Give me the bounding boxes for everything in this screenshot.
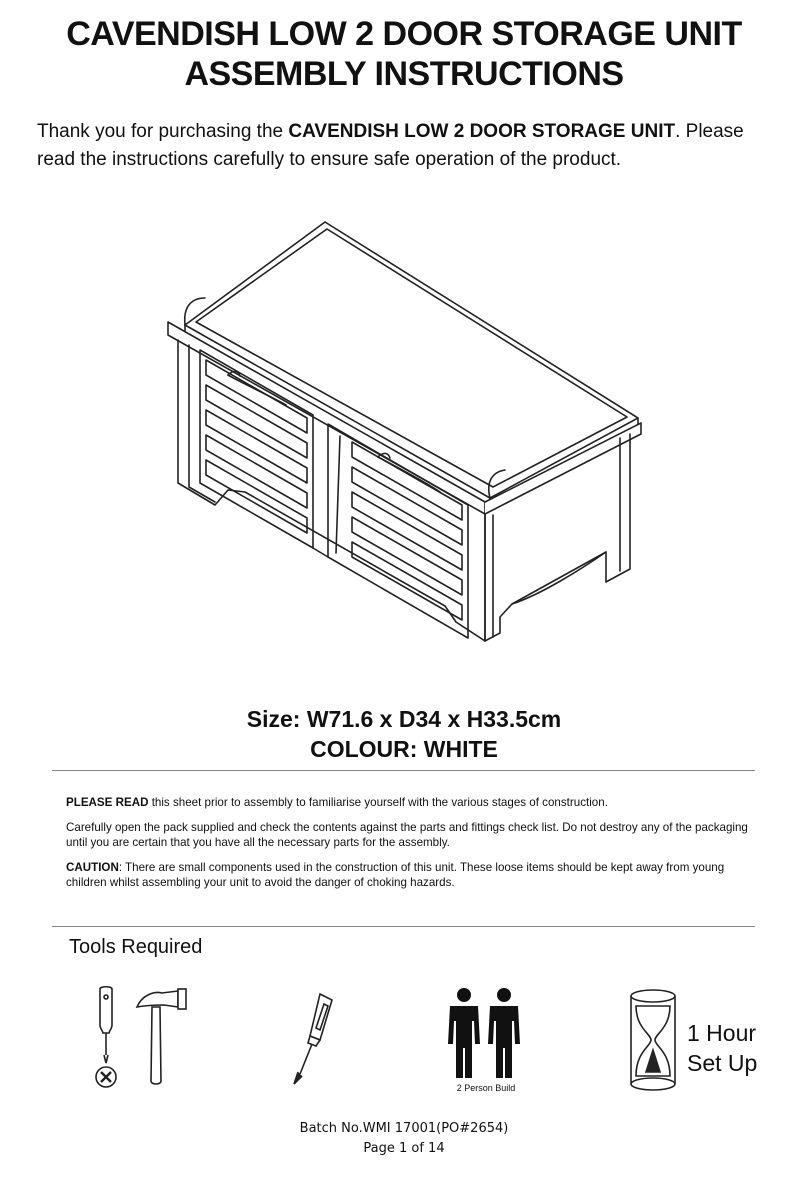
flathead-screwdriver-icon (282, 988, 342, 1088)
batch-number: Batch No.WMI 17001(PO#2654) (299, 1121, 509, 1136)
caution-label: CAUTION (66, 861, 119, 874)
tools-heading: Tools Required (69, 936, 203, 958)
divider-bottom (52, 926, 755, 927)
screwdriver-icon (88, 985, 124, 1091)
note-pack-contents: Carefully open the pack supplied and check the contents against the parts and fittings check list. Do not destroy any of the packaging until you are certain that you have all the necessary parts for the assembly. (66, 821, 748, 849)
hourglass-icon (622, 988, 684, 1092)
intro-paragraph (37, 118, 782, 174)
divider-top (52, 770, 755, 771)
intro-product-name: CAVENDISH LOW 2 DOOR STORAGE UNIT (288, 121, 676, 142)
page-footer (0, 1119, 808, 1159)
title-line-2: ASSEMBLY INSTRUCTIONS (184, 55, 624, 93)
note-caution (66, 860, 756, 890)
size-spec: Size: W71.6 x D34 x H33.5cm (246, 706, 562, 732)
page-number: Page 1 of 14 (363, 1141, 445, 1156)
caution-text: : There are small components used in the construction of this unit. These loose items should be kept away from young children whilst assembling your unit to avoid the danger of choking hazards. (66, 861, 725, 889)
please-read-text: this sheet prior to assembly to familiarise yourself with the various stages of construction. (148, 796, 608, 809)
hammer-icon (132, 985, 192, 1087)
colour-spec: COLOUR: WHITE (310, 736, 498, 762)
please-read-label: PLEASE READ (66, 796, 149, 809)
intro-after: . Please read the instructions carefully to ensure safe operation of the product. (37, 121, 744, 170)
title-line-1: CAVENDISH LOW 2 DOOR STORAGE UNIT (66, 15, 742, 53)
two-person-caption: 2 Person Build (456, 1083, 516, 1093)
note-please-read (66, 795, 756, 810)
intro-before: Thank you for purchasing the (37, 121, 289, 142)
page-title (0, 14, 808, 94)
assembly-notes (66, 795, 756, 900)
setup-time-line-1: 1 Hour (687, 1020, 757, 1046)
two-person-icon (444, 986, 526, 1080)
setup-time-line-2: Set Up (687, 1050, 758, 1076)
setup-time (687, 1018, 757, 1078)
storage-bench-illustration (160, 210, 650, 660)
